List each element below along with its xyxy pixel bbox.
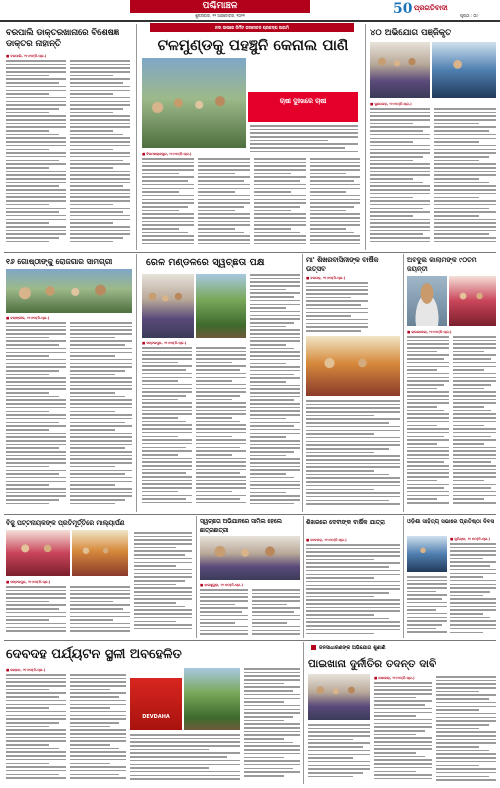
story-photo (432, 42, 496, 98)
story-body (374, 682, 432, 784)
story-body (198, 158, 250, 250)
story-body (70, 60, 130, 250)
story-kicker-hearing (305, 643, 495, 654)
story-body (142, 158, 194, 250)
column-rule (136, 24, 137, 250)
story-headline-barpali: ବରପାଲି ଡାକ୍ତରଖାନାରେ ବିଶେଷଜ୍ଞ ଡାକ୍ତର ନାହାନ୍ତି (6, 27, 120, 48)
story-body (252, 589, 300, 637)
story-photo (200, 536, 300, 580)
devdaha-signboard: DEVDAHA (130, 678, 182, 730)
story-headline-groups: ୧୬ ଗୋଷ୍ଠୀଙ୍କୁ ରୋଜଗାର ସାମଗ୍ରୀ (6, 257, 113, 266)
column-rule (136, 254, 137, 512)
story-body (70, 322, 132, 512)
story-body (254, 158, 306, 250)
story-body (436, 676, 496, 784)
story-headline-kalam: ଅବଦୁଲ କାଲାମଙ୍କ ୯୦ତମ ଜୟନ୍ତୀ (407, 256, 477, 273)
story-headline-toilet: ପାଇଖାନା ଦୁର୍ନୀତିର ତଦନ୍ତ ଦାବି (308, 658, 437, 670)
column-rule (303, 642, 304, 784)
page-number: ପୃଷ୍ଠା : ୦୯ (460, 13, 479, 18)
story-headline-railway: ରେଳ ମଣ୍ଡଳରେ ସ୍ୱଚ୍ଛତା ପକ୍ଷ (146, 257, 265, 268)
story-body (306, 400, 400, 512)
story-headline-biju: ବିଜୁ ପଟ୍ଟନାୟକଙ୍କ ପ୍ରତିମୂର୍ତ୍ତିରେ ମାଲ୍ୟାର୍ପଣ (6, 519, 125, 527)
kicker-text: ଜନସାଧାରଣଙ୍କ ଅଭିଯୋଗ ଶୁଣାଣି (319, 645, 386, 651)
story-body (308, 724, 370, 784)
story-photo (142, 274, 194, 338)
story-byline: ■ ସୋହେଲା, ୨୧।୧୦(ନି.ପ୍ର.) (374, 676, 415, 680)
story-body (200, 589, 248, 637)
column-rule (403, 516, 404, 638)
story-headline-cleanliness: ସ୍ୱଚ୍ଛତା ଅଭିଯାନରେ ସାମିଲ ହେଲେ ଛାତ୍ରଛାତ୍ରୀ (200, 519, 282, 534)
story-headline-festival: ମା' ଶିଖରବାସିନୀଙ୍କ ବାର୍ଷିକ ଉତ୍ସବ (306, 256, 379, 273)
story-body (306, 544, 400, 638)
story-body (450, 543, 496, 638)
story-headline-yatra: ଶିଖରରେ ଦେବୀଙ୍କ ବାର୍ଷିକ ଯାତ୍ରା (306, 519, 385, 526)
story-body (6, 674, 66, 784)
row-rule (4, 252, 496, 253)
column-rule (303, 516, 304, 638)
story-body (196, 347, 246, 512)
row-rule (4, 514, 496, 515)
story-photo (407, 536, 447, 572)
story-byline: ■ ବରଗଡ଼, ୨୧।୧୦(ନି.ପ୍ର.) (306, 276, 346, 280)
story-body (134, 532, 192, 636)
story-photo (72, 530, 128, 576)
newspaper-logo: ପ୍ରଗତିବାଦୀ (414, 4, 448, 12)
story-byline: ■ ବଲାଙ୍ଗୀର, ୨୧।୧୦(ନି.ପ୍ର.) (6, 316, 50, 320)
column-rule (196, 516, 197, 638)
row-rule (4, 640, 496, 641)
story-body (453, 336, 496, 512)
story-photo (196, 274, 246, 338)
story-photo (306, 336, 400, 396)
section-title: ପଶ୍ଚିମାଞ୍ଚଳ (130, 0, 310, 13)
story-byline: ■ ସମ୍ବଲପୁର, ୨୧।୧୦(ନି.ପ୍ର.) (142, 341, 187, 345)
story-body (434, 108, 496, 250)
story-headline-complaints: ୪୦ ଅଭିଯୋଗ ପଞ୍ଜିକୃତ (370, 28, 452, 38)
lead-photo (142, 58, 246, 148)
story-body (306, 282, 368, 334)
story-photo (449, 276, 496, 326)
story-body (142, 347, 192, 512)
bullet-icon (311, 645, 316, 650)
story-body (407, 336, 449, 512)
story-headline-sahitya: ଓଡ଼ିଶା ସାହିତ୍ୟ ସଭାରେ ପ୍ରତିଷ୍ଠା ଦିବସ (407, 519, 495, 525)
story-photo (308, 674, 370, 720)
story-photo (6, 269, 132, 313)
story-body (370, 108, 430, 250)
story-body (6, 322, 66, 512)
story-byline: ■ ବିରମହାରାଜପୁର, ୨୧।୧୦(ନି.ପ୍ର.) (142, 152, 192, 156)
story-byline: ■ ବରପାଲି, ୨୧।୧୦(ନି.ପ୍ର.) (6, 54, 47, 58)
lead-kicker: ନଦୀ ଉପରେ ନିର୍ମିତ ଜଳସେଚନ ପ୍ରକଳ୍ପ ଅକାମି (150, 23, 354, 32)
story-byline: ■ ସମ୍ବଲପୁର, ୨୧।୧୦(ନି.ପ୍ର.) (6, 580, 51, 584)
story-body (407, 576, 447, 638)
story-body (310, 158, 360, 250)
story-body (250, 274, 300, 512)
story-byline: ■ ଝାରସୁଗୁଡ଼ା, ୨୧।୧୦(ନି.ପ୍ର.) (200, 583, 243, 587)
story-photo (184, 668, 240, 730)
story-photo (407, 276, 447, 326)
story-body (250, 125, 358, 155)
lead-headline: ଟଳମୁଣ୍ଡକୁ ପହଞ୍ଚୁନି କେନାଲ ପାଣି (157, 36, 349, 54)
story-byline: ■ ଦେବଗଡ଼, ୨୧।୧୦(ନି.ପ୍ର.) (306, 538, 347, 542)
anniversary-logo: 50 (393, 1, 413, 17)
story-body (70, 586, 130, 636)
story-body (130, 734, 240, 784)
lead-inset-box: ଚାଷୀ ଦୁଃଖରେ ଚାଷୀ (248, 92, 358, 122)
story-byline: ■ ଭେଡ଼ାନ, ୨୧।୧୦(ନି.ପ୍ର.) (6, 668, 46, 672)
story-headline-devdaha: ଦେବଦହ ପର୍ଯ୍ୟଟନ ସ୍ଥଳୀ ଅବହେଳିତ (6, 647, 182, 662)
story-body (70, 674, 126, 784)
story-byline: ■ କୁଚିଣ୍ଡା, ୨୧।୧୦(ନି.ପ୍ର.) (450, 537, 490, 541)
story-photo (370, 42, 430, 98)
column-rule (302, 254, 303, 512)
column-rule (365, 24, 366, 250)
dateline: ଶୁକ୍ରବାର, ୨୨ ଅକ୍ଟୋବର, ୨୦୨୧ (195, 13, 245, 18)
story-body (6, 60, 66, 250)
story-body (244, 668, 300, 784)
column-rule (403, 254, 404, 512)
story-body (6, 586, 66, 636)
story-byline: ■ ରାଉରକେଲା, ୨୧।୧୦(ନି.ପ୍ର.) (407, 330, 452, 334)
story-photo (6, 530, 70, 576)
story-byline: ■ ସୁନ୍ଦରଗଡ଼, ୨୧।୧୦(ନି.ପ୍ର.) (370, 102, 412, 106)
